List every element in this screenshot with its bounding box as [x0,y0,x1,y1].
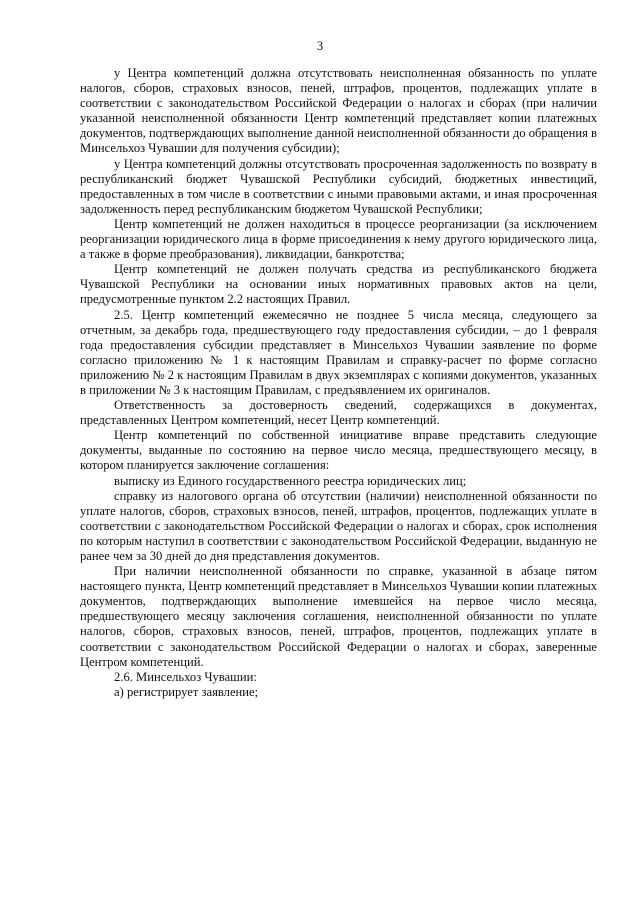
paragraph-reorganization: Центр компетенций не должен находиться в процессе реорганизации (за исключением реорганизации юридического лица в форме присоединения к нему другого юридического лица, а также в форме преобразования), ликвидации, банкротства; [80,216,597,262]
paragraph-budget-debt: у Центра компетенций должны отсутствовать просроченная задолженность по возврату в республиканский бюджет Чувашской Республики субсидий, бюджетных инвестиций, предоставленных в том числе в соответствии с иными правовыми актами, и иная просроченная задолженность перед республиканским бюджетом Чувашской Республики; [80,156,597,216]
paragraph-tax-arrears: у Центра компетенций должна отсутствовать неисполненная обязанность по уплате налогов, сборов, страховых взносов, пеней, штрафов, процентов, подлежащих уплате в соответствии с законодательством Российской Федерации о налогах и сборах (при наличии указанной неисполненной обязанности Центр компетенций представляет копии платежных документов, подтверждающих выполнение данной неисполненной обязанности до обращения в Минсельхоз Чувашии для получения субсидии); [80,66,597,156]
paragraph-clause-2-5: 2.5. Центр компетенций ежемесячно не позднее 5 числа месяца, следующего за отчетным, за декабрь года, предшествующего году предоставления субсидии, – до 1 февраля года предоставления субсидии представляет в Минсельхоз Чувашии заявление по форме согласно приложению № 1 к настоящим Правилам и справку-расчет по форме согласно приложению № 2 к настоящим Правилам в двух экземплярах с копиями документов, указанных в приложении № 3 к настоящим Правилам, с предъявлением их оригиналов. [80,307,597,397]
document-body [80,66,597,700]
paragraph-optional-documents: Центр компетенций по собственной инициативе вправе представить следующие документы, выданные по состоянию на первое число месяца, предшествующего месяцу, в котором планируется заключение соглашения: [80,428,597,473]
paragraph-registers-application: а) регистрирует заявление; [114,684,259,699]
paragraph-registry-extract: выписку из Единого государственного реестра юридических лиц; [114,473,467,488]
paragraph-clause-2-6: 2.6. Минсельхоз Чувашии: [114,669,257,684]
page-number: 3 [316,39,324,53]
paragraph-responsibility: Ответственность за достоверность сведений, содержащихся в документах, представленных Центром компетенций, несет Центр компетенций. [80,398,597,428]
paragraph-other-funding: Центр компетенций не должен получать средства из республиканского бюджета Чувашской Республики на основании иных нормативных правовых актов на цели, предусмотренные пунктом 2.2 настоящих Правил. [80,262,597,307]
paragraph-payment-copies: При наличии неисполненной обязанности по справке, указанной в абзаце пятом настоящего пункта, Центр компетенций представляет в Минсельхоз Чувашии копии платежных документов, подтверждающих выполнение имевшейся на первое число месяца, предшествующего месяцу заключения соглашения, неисполненной обязанности по уплате налогов, сборов, страховых взносов, пеней, штрафов, процентов, подлежащих уплате в соответствии с законодательством Российской Федерации о налогах и сборах, заверенные Центром компетенций. [80,564,597,669]
paragraph-tax-certificate: справку из налогового органа об отсутствии (наличии) неисполненной обязанности по уплате налогов, сборов, страховых взносов, пеней, штрафов, процентов, подлежащих уплате в соответствии с законодательством Российской Федерации о налогах и сборах, срок исполнения по которым наступил в соответствии с законодательством Российской Федерации, выданную не ранее чем за 30 дней до дня представления документов. [80,488,597,563]
